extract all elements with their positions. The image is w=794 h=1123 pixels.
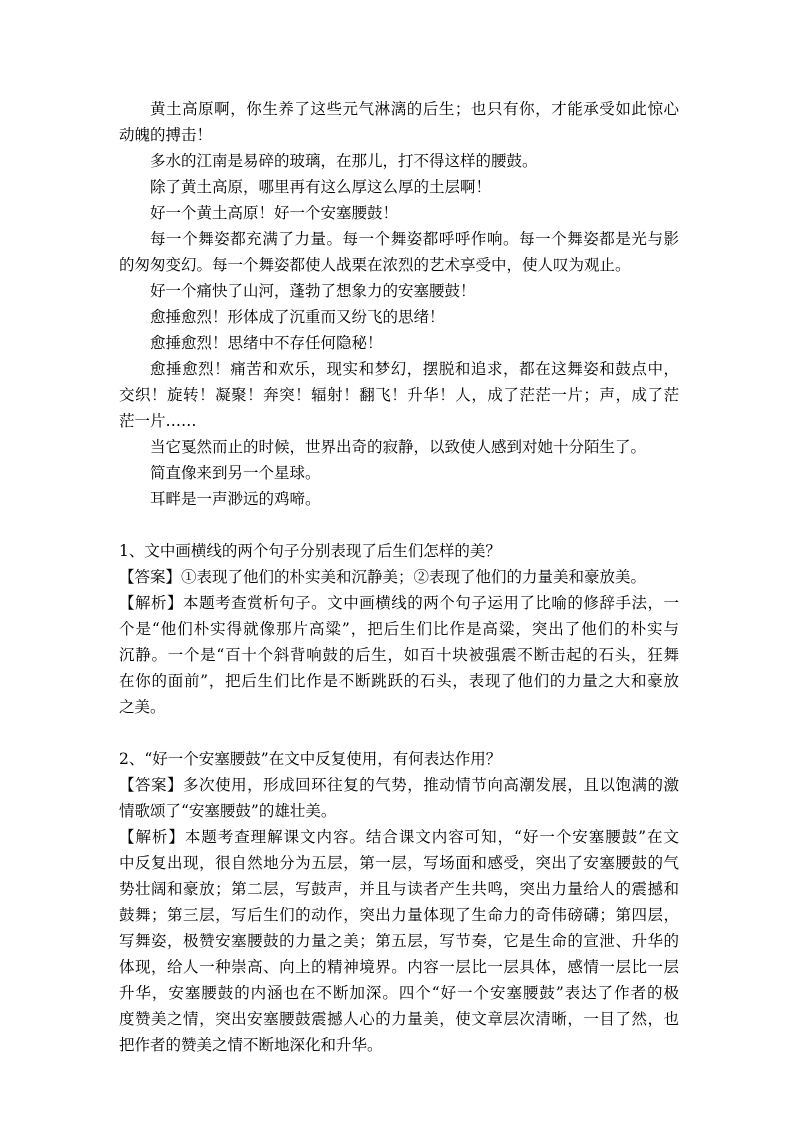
analysis-line: 在你的面前”，把后生们比作是不断跳跃的石头，表现了他们的力量之大和豪放 [119, 672, 679, 690]
passage-line: 好一个痛快了山河，蓬勃了想象力的安塞腰鼓！ [150, 282, 476, 300]
passage-line: 除了黄土高原，哪里再有这么厚这么厚的土层啊！ [150, 178, 492, 196]
answer-text: 情歌颂了“安塞腰鼓”的雄壮美。 [119, 802, 337, 820]
spacer [119, 512, 679, 538]
analysis-line: 升华，安塞腰鼓的内涵也在不断加深。四个“好一个安塞腰鼓”表达了作者的极 [119, 984, 679, 1002]
analysis-line: 个是“他们朴实得就像那片高粱”，把后生们比作是高粱，突出了他们的朴实与 [119, 620, 679, 638]
passage-line: 黄土高原啊，你生养了这些元气淋漓的后生；也只有你，才能承受如此惊心 [150, 100, 679, 118]
question-block-2 [119, 746, 679, 1058]
analysis-line: 把作者的赞美之情不断地深化和升华。 [119, 1036, 383, 1054]
document-page [119, 96, 679, 1058]
answer-text: 【答案】多次使用，形成回环往复的气势，推动情节向高潮发展，且以饱满的激 [119, 776, 679, 794]
passage-line: 好一个黄土高原！好一个安塞腰鼓！ [150, 204, 399, 222]
analysis-line: 【解析】本题考查赏析句子。文中画横线的两个句子运用了比喻的修辞手法，一 [119, 594, 679, 612]
question-block-1 [119, 538, 679, 720]
analysis-line: 沉静。一个是“百十个斜背响鼓的后生，如百十块被强震不断击起的石头，狂舞 [119, 646, 679, 664]
question-text: 2、“好一个安塞腰鼓”在文中反复使用，有何表达作用？ [119, 750, 502, 768]
passage-line: 多水的江南是易碎的玻璃，在那儿，打不得这样的腰鼓。 [150, 152, 538, 170]
analysis-line: 【解析】本题考查理解课文内容。结合课文内容可知，“好一个安塞腰鼓”在文 [119, 828, 679, 846]
passage-line: 交织！旋转！凝聚！奔突！辐射！翻飞！升华！人，成了茫茫一片；声，成了茫 [119, 386, 679, 404]
passage-line: 愈捶愈烈！思绪中不存任何隐秘！ [150, 334, 383, 352]
analysis-line: 体现，给人一种崇高、向上的精神境界。内容一层比一层具体，感情一层比一层 [119, 958, 679, 976]
passage-line: 当它戛然而止的时候，世界出奇的寂静，以致使人感到对她十分陌生了。 [150, 438, 647, 456]
spacer [119, 720, 679, 746]
analysis-line: 势壮阔和豪放；第二层，写鼓声，并且与读者产生共鸣，突出力量给人的震撼和 [119, 880, 679, 898]
analysis-line: 之美。 [119, 698, 166, 716]
passage-line: 的匆匆变幻。每一个舞姿都使人战栗在浓烈的艺术享受中，使人叹为观止。 [119, 256, 631, 274]
answer-text: 【答案】①表现了他们的朴实美和沉静美；②表现了他们的力量美和豪放美。 [119, 568, 647, 586]
analysis-line: 中反复出现，很自然地分为五层，第一层，写场面和感受，突出了安塞腰鼓的气 [119, 854, 679, 872]
passage-line: 动魄的搏击！ [119, 126, 213, 144]
passage-line: 愈捶愈烈！痛苦和欢乐，现实和梦幻，摆脱和追求，都在这舞姿和鼓点中， [150, 360, 679, 378]
question-text: 1、文中画横线的两个句子分别表现了后生们怎样的美？ [119, 542, 501, 560]
analysis-line: 度赞美之情，突出安塞腰鼓震撼人心的力量美，使文章层次清晰，一目了然，也 [119, 1010, 679, 1028]
analysis-line: 鼓舞；第三层，写后生们的动作，突出力量体现了生命力的奇伟磅礴；第四层， [119, 906, 679, 924]
passage-excerpt [119, 96, 679, 512]
passage-line: 耳畔是一声渺远的鸡啼。 [150, 490, 321, 508]
passage-line: 简直像来到另一个星球。 [150, 464, 321, 482]
passage-line: 愈捶愈烈！形体成了沉重而又纷飞的思绪！ [150, 308, 445, 326]
passage-line: 茫一片…… [119, 412, 197, 430]
analysis-line: 写舞姿，极赞安塞腰鼓的力量之美；第五层，写节奏，它是生命的宣泄、升华的 [119, 932, 679, 950]
passage-line: 每一个舞姿都充满了力量。每一个舞姿都呼呼作响。每一个舞姿都是光与影 [150, 230, 679, 248]
